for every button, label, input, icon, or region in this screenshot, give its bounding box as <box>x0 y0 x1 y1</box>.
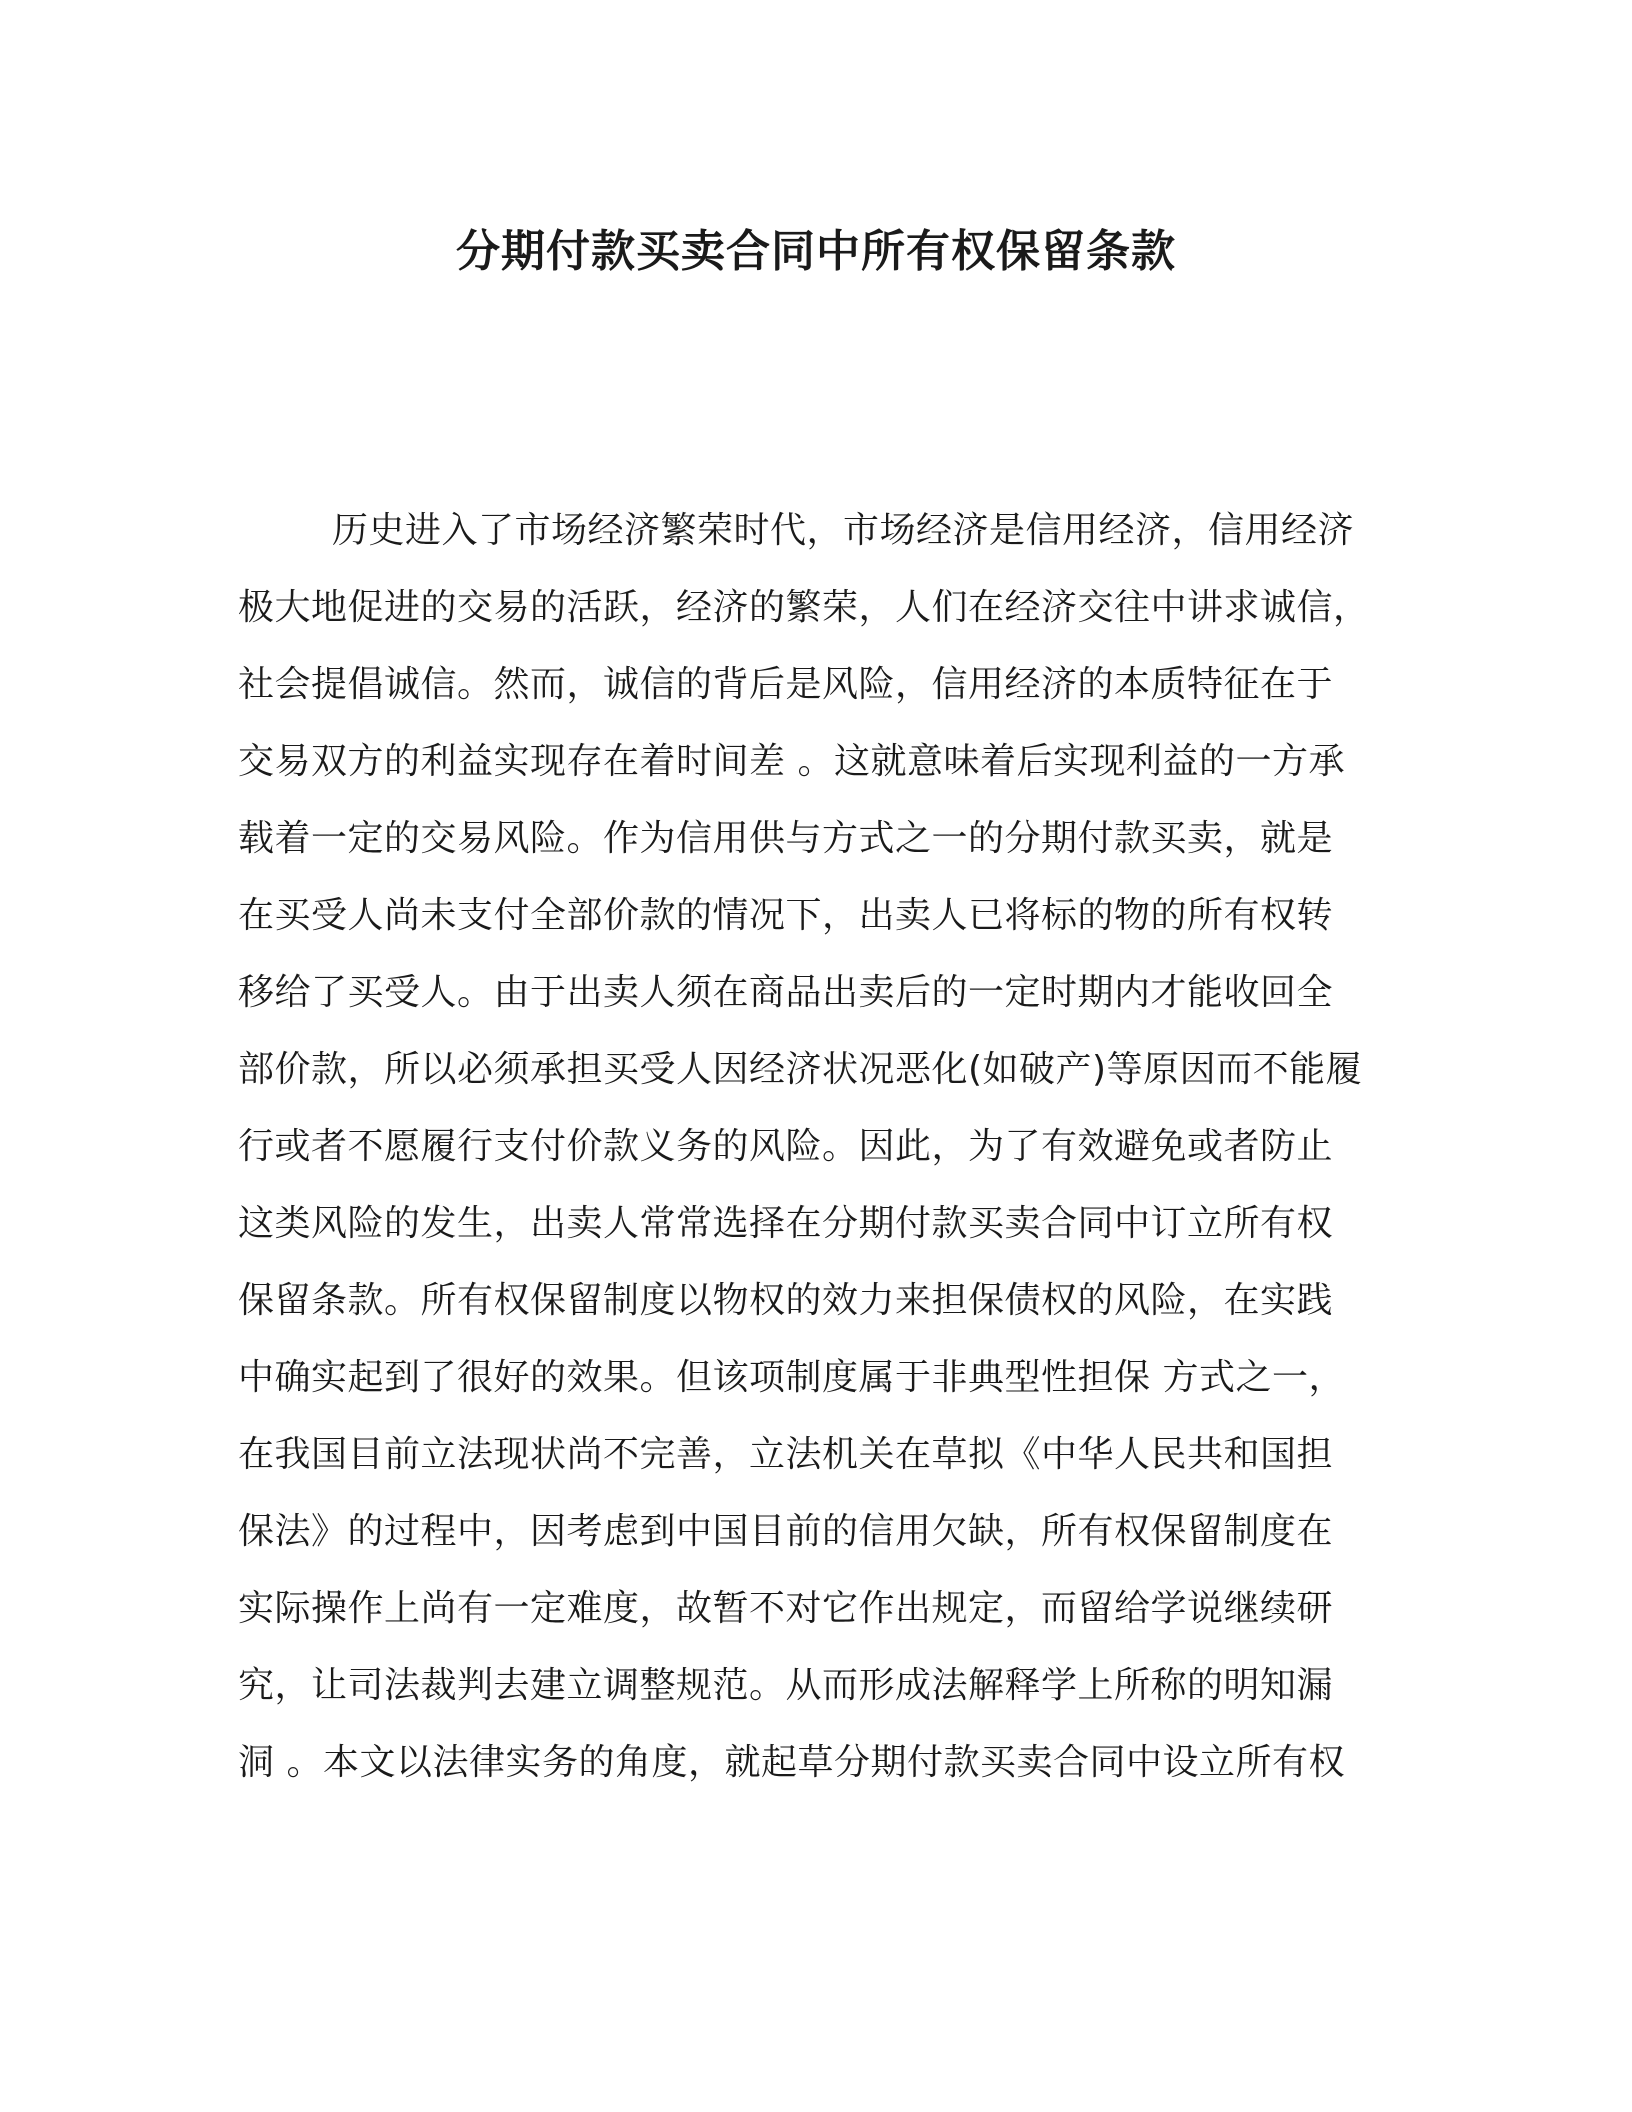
paragraph-line: 究，让司法裁判去建立调整规范。从而形成法解释学上所称的明知漏 <box>238 1665 1334 1706</box>
paragraph-line: 社会提倡诚信。然而，诚信的背后是风险，信用经济的本质特征在于 <box>238 664 1334 705</box>
paragraph-line: 实际操作上尚有一定难度，故暂不对它作出规定，而留给学说继续研 <box>238 1588 1334 1629</box>
paragraph-line: 交易双方的利益实现存在着时间差 。这就意味着后实现利益的一方承 <box>238 741 1345 782</box>
paragraph-line: 载着一定的交易风险。作为信用供与方式之一的分期付款买卖，就是 <box>238 818 1334 859</box>
paragraph-line: 保法》的过程中，因考虑到中国目前的信用欠缺，所有权保留制度在 <box>238 1511 1334 1552</box>
paragraph-line: 在买受人尚未支付全部价款的情况下，出卖人已将标的物的所有权转 <box>238 895 1334 936</box>
paragraph-line: 中确实起到了很好的效果。但该项制度属于非典型性担保 方式之一， <box>238 1357 1345 1398</box>
paragraph-line: 在我国目前立法现状尚不完善，立法机关在草拟《中华人民共和国担 <box>238 1434 1334 1475</box>
paragraph-line: 移给了买受人。由于出卖人须在商品出卖后的一定时期内才能收回全 <box>238 972 1334 1013</box>
paragraph-line: 极大地促进的交易的活跃，经济的繁荣，人们在经济交往中讲求诚信， <box>238 587 1370 628</box>
paragraph-line: 历史进入了市场经济繁荣时代，市场经济是信用经济，信用经济 <box>332 510 1355 551</box>
paragraph-line: 部价款，所以必须承担买受人因经济状况恶化(如破产)等原因而不能履 <box>238 1049 1363 1090</box>
paragraph-line: 行或者不愿履行支付价款义务的风险。因此，为了有效避免或者防止 <box>238 1126 1334 1167</box>
paragraph-line: 洞 。本文以法律实务的角度，就起草分期付款买卖合同中设立所有权 <box>238 1742 1345 1783</box>
paragraph-line: 保留条款。所有权保留制度以物权的效力来担保债权的风险，在实践 <box>238 1280 1334 1321</box>
body-paragraph <box>238 492 1398 1801</box>
document-title: 分期付款买卖合同中所有权保留条款 <box>456 226 1176 277</box>
paragraph-line: 这类风险的发生，出卖人常常选择在分期付款买卖合同中订立所有权 <box>238 1203 1334 1244</box>
